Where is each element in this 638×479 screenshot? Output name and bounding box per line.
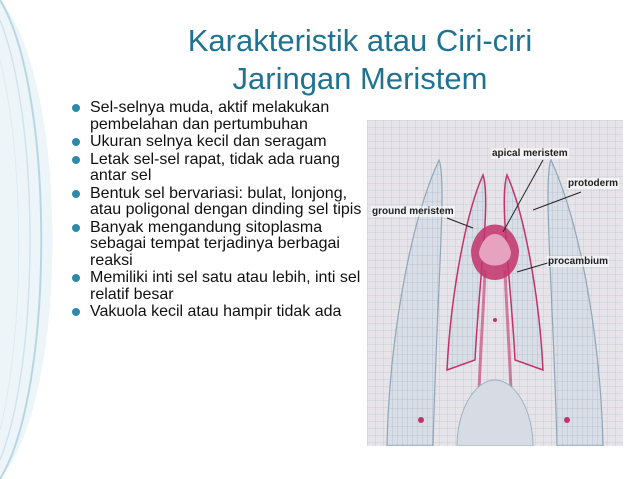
bullet-item xyxy=(70,134,370,151)
bullet-dot-icon xyxy=(72,138,80,146)
bullet-item xyxy=(70,220,370,270)
bullet-item xyxy=(70,270,370,303)
bullet-text: Vakuola kecil atau hampir tidak ada xyxy=(90,303,342,320)
label-ground-meristem: ground meristem xyxy=(372,206,454,217)
meristem-micrograph xyxy=(367,120,623,446)
slide-title xyxy=(150,22,570,98)
title-line-1: Karakteristik atau Ciri-ciri xyxy=(187,23,533,58)
bullet-item xyxy=(70,304,370,321)
bullet-dot-icon xyxy=(72,224,80,232)
bullet-item xyxy=(70,186,370,219)
bullet-dot-icon xyxy=(72,104,80,112)
bullet-text: Sel-selnya muda, aktif melakukan pembelahan dan pertumbuhan xyxy=(90,99,330,133)
micrograph-illustration xyxy=(367,120,623,446)
label-procambium: procambium xyxy=(548,256,609,267)
bullet-text: Ukuran selnya kecil dan seragam xyxy=(90,133,327,150)
title-line-2: Jaringan Meristem xyxy=(232,61,488,96)
bullet-text: Memiliki inti sel satu atau lebih, inti sel relatif besar xyxy=(90,269,361,303)
bullet-text: Bentuk sel bervariasi: bulat, lonjong, atau poligonal dengan dinding sel tipis xyxy=(90,184,362,218)
bullet-text: Banyak mengandung sitoplasma sebagai tempat terjadinya berbagai reaksi xyxy=(90,218,340,269)
label-protoderm: protoderm xyxy=(568,178,618,189)
bullet-list xyxy=(70,100,370,322)
bullet-dot-icon xyxy=(72,156,80,164)
bullet-text: Letak sel-sel rapat, tidak ada ruang antar sel xyxy=(90,150,340,184)
bullet-item xyxy=(70,152,370,185)
label-apical-meristem: apical meristem xyxy=(492,148,568,159)
bullet-dot-icon xyxy=(72,308,80,316)
bullet-dot-icon xyxy=(72,190,80,198)
bullet-dot-icon xyxy=(72,274,80,282)
bullet-item xyxy=(70,100,370,133)
